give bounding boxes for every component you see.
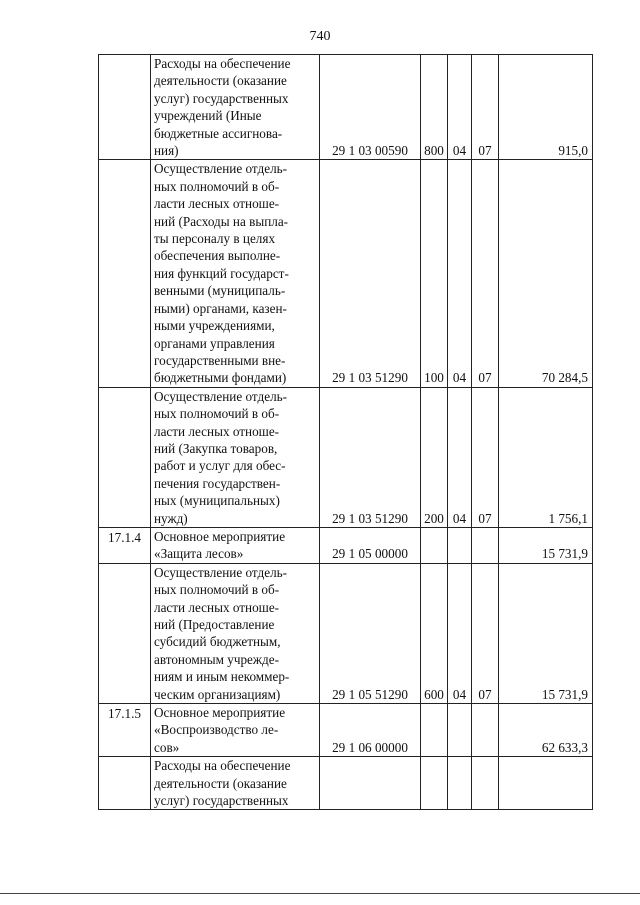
item-name-line: ния) [154,143,179,159]
item-name-line: ными) органами, казен- [154,300,287,316]
item-name [151,527,320,563]
item-number [99,387,151,527]
item-name-line: ласти лесных отноше- [154,423,280,439]
item-name-line: ных полномочий в об- [154,178,280,194]
expense-type [421,527,448,563]
section-code: 04 [448,160,472,387]
table-row [99,55,593,160]
subsection-code [472,527,499,563]
item-name [151,757,320,810]
table-row [99,160,593,387]
item-name-line: Осуществление отдель- [154,161,288,177]
subsection-code: 07 [472,160,499,387]
expense-type [421,704,448,757]
item-number [99,55,151,160]
item-name-line: ласти лесных отноше- [154,599,280,615]
item-number [99,160,151,387]
item-name-line: Основное мероприятие [154,528,286,544]
item-name-line: органами управления [154,335,275,351]
item-name-line: ты персоналу в целях [154,231,276,247]
section-code: 04 [448,55,472,160]
item-name-line: «Воспроизводство ле- [154,722,279,738]
item-name [151,55,320,160]
item-name-line: печения государствен- [154,475,281,491]
table-row [99,563,593,703]
item-name-line: ных полномочий в об- [154,406,280,422]
amount: 62 633,3 [499,704,593,757]
item-name-line: учреждений (Иные [154,108,262,124]
table-body [99,55,593,810]
expense-type [421,757,448,810]
budget-table [98,54,593,810]
section-code [448,527,472,563]
item-name-line: ных полномочий в об- [154,582,280,598]
item-name [151,160,320,387]
section-code [448,704,472,757]
table-row [99,387,593,527]
item-name-line: Расходы на обеспечение [154,56,291,71]
target-article-code: 29 1 05 51290 [320,563,421,703]
item-number: 17.1.4 [99,527,151,563]
expense-type: 200 [421,387,448,527]
subsection-code [472,757,499,810]
item-name [151,704,320,757]
item-name-line: венными (муниципаль- [154,283,286,299]
item-name-line: Расходы на обеспечение [154,758,291,774]
amount: 15 731,9 [499,527,593,563]
target-article-code: 29 1 05 00000 [320,527,421,563]
section-code: 04 [448,563,472,703]
subsection-code: 07 [472,563,499,703]
item-name-line: ний (Расходы на выпла- [154,213,289,229]
section-code: 04 [448,387,472,527]
amount: 1 756,1 [499,387,593,527]
subsection-code [472,704,499,757]
item-name-line: нужд) [154,510,188,526]
target-article-code: 29 1 06 00000 [320,704,421,757]
expense-type: 600 [421,563,448,703]
item-name-line: Осуществление отдель- [154,564,288,580]
subsection-code: 07 [472,55,499,160]
item-name [151,387,320,527]
item-name-line: ческим организациям) [154,686,281,702]
item-name-line: работ и услуг для обес- [154,458,286,474]
item-name-line: услуг) государственных [154,90,289,106]
amount: 915,0 [499,55,593,160]
page-number: 740 [309,29,331,44]
item-name-line: ний (Закупка товаров, [154,440,278,456]
item-name-line: обеспечения выполне- [154,248,281,264]
item-name-line: ний (Предоставление [154,617,275,632]
item-name-line: субсидий бюджетным, [154,634,281,650]
item-number [99,757,151,810]
item-number [99,563,151,703]
target-article-code [320,757,421,810]
table-row [99,757,593,810]
item-name-line: государственными вне- [154,352,286,368]
target-article-code: 29 1 03 51290 [320,387,421,527]
item-name-line: сов» [154,739,180,755]
amount: 70 284,5 [499,160,593,387]
item-name-line: Основное мероприятие [154,705,286,721]
section-code [448,757,472,810]
bottom-rule [0,893,640,894]
amount: 15 731,9 [499,563,593,703]
expense-type: 800 [421,55,448,160]
table-row [99,704,593,757]
target-article-code: 29 1 03 00590 [320,55,421,160]
item-name-line: ными учреждениями, [154,318,275,334]
subsection-code: 07 [472,387,499,527]
item-name-line: бюджетными фондами) [154,370,287,386]
item-name-line: деятельности (оказание [154,73,287,89]
item-number: 17.1.5 [99,704,151,757]
item-name-line: ниям и иным некоммер- [154,669,290,685]
item-name-line: ласти лесных отноше- [154,196,280,212]
amount [499,757,593,810]
item-name-line: деятельности (оказание [154,775,287,791]
table-row [99,527,593,563]
item-name-line: автономным учрежде- [154,651,279,667]
target-article-code: 29 1 03 51290 [320,160,421,387]
item-name-line: бюджетные ассигнова- [154,125,283,141]
item-name-line: ния функций государст- [154,265,289,281]
item-name-line: услуг) государственных [154,793,289,809]
expense-type: 100 [421,160,448,387]
item-name-line: Осуществление отдель- [154,388,288,404]
item-name-line: «Защита лесов» [154,546,244,562]
item-name-line: ных (муниципальных) [154,493,280,509]
item-name [151,563,320,703]
